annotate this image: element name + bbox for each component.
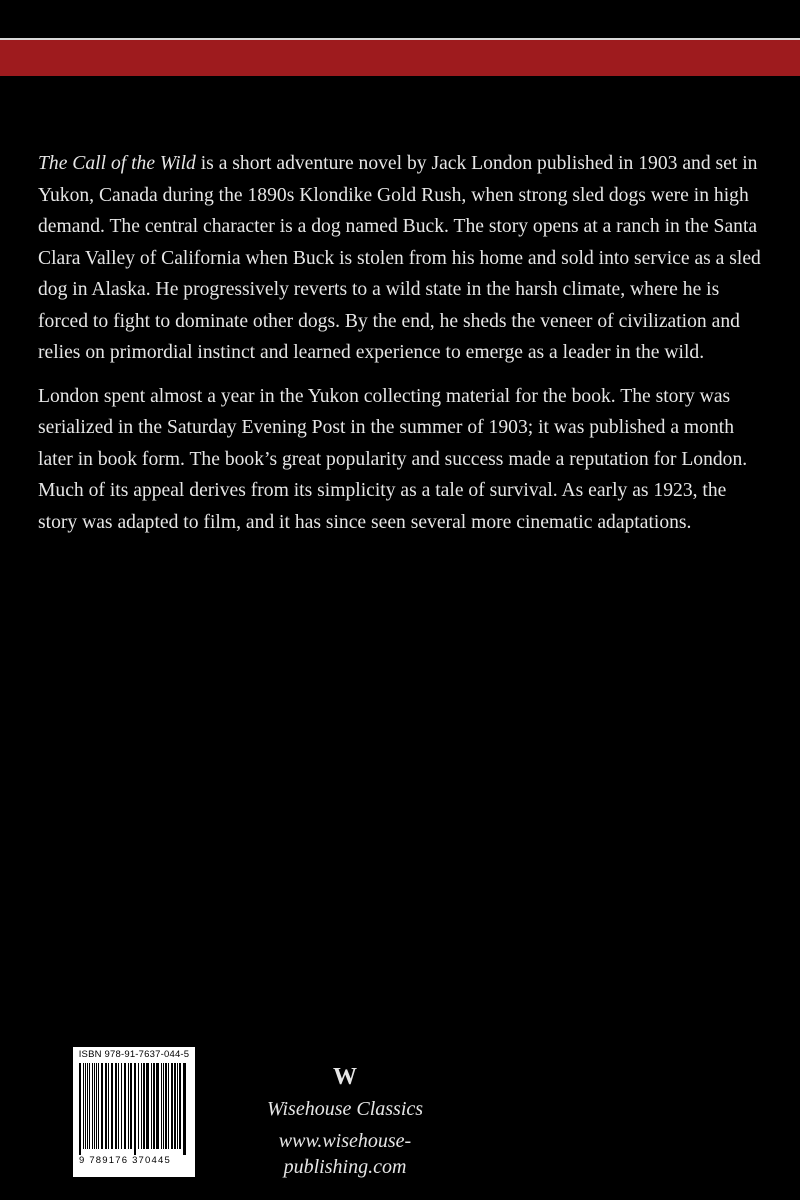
blurb-paragraph-2: London spent almost a year in the Yukon collecting material for the book. The story was serialized in the Saturday Evening Post in the summer of 1903; it was published a month later in book form. The book’s great popularity and success made a reputation for London. Much of its appeal derives from its simplicity as a tale of survival. As early as 1923, the story was adapted to film, and it has since seen several more cinematic adaptations. bbox=[38, 385, 748, 533]
barcode-bar bbox=[94, 1063, 95, 1149]
isbn-barcode bbox=[73, 1047, 195, 1177]
barcode-bar bbox=[165, 1063, 167, 1149]
barcode-bar bbox=[105, 1063, 107, 1149]
barcode-bar bbox=[124, 1063, 126, 1149]
barcode-bar bbox=[111, 1063, 113, 1149]
barcode-bar bbox=[98, 1063, 99, 1149]
publisher-website[interactable]: www.wisehouse-publishing.com bbox=[278, 1130, 412, 1178]
barcode-bar bbox=[146, 1063, 149, 1149]
isbn-label: ISBN 978-91-7637-044-5 bbox=[78, 1049, 190, 1060]
barcode-bar bbox=[177, 1063, 178, 1149]
barcode-bar bbox=[87, 1063, 88, 1149]
barcode-bar bbox=[115, 1063, 117, 1149]
barcode-bar bbox=[130, 1063, 132, 1149]
barcode-bar bbox=[108, 1063, 109, 1149]
barcode-bar bbox=[183, 1063, 186, 1155]
red-band bbox=[0, 40, 800, 76]
book-title-italic: The Call of the Wild bbox=[38, 153, 196, 174]
back-cover-blurb bbox=[38, 148, 762, 550]
barcode-bar bbox=[163, 1063, 164, 1149]
publisher-block bbox=[225, 1064, 465, 1180]
barcode-bar bbox=[179, 1063, 181, 1149]
barcode-bar bbox=[174, 1063, 176, 1149]
barcode-bar bbox=[121, 1063, 122, 1149]
barcode-bar bbox=[101, 1063, 103, 1149]
barcode-bar bbox=[134, 1063, 136, 1155]
barcode-bar bbox=[168, 1063, 169, 1149]
barcode-bar bbox=[92, 1063, 93, 1149]
barcode-bar bbox=[128, 1063, 129, 1149]
barcode-bar bbox=[96, 1063, 97, 1149]
publisher-logo: W bbox=[333, 1064, 357, 1090]
blurb-paragraph-1 bbox=[38, 148, 762, 369]
barcode-bar bbox=[151, 1063, 152, 1149]
barcode-bars bbox=[77, 1063, 191, 1155]
barcode-bar bbox=[156, 1063, 159, 1149]
barcode-bar bbox=[153, 1063, 155, 1149]
barcode-bar bbox=[141, 1063, 142, 1149]
barcode-bar bbox=[161, 1063, 162, 1149]
publisher-name: Wisehouse Classics bbox=[266, 1098, 424, 1120]
blurb-paragraph-1-text: is a short adventure novel by Jack London published in 1903 and set in Yukon, Canada during the 1890s Klondike Gold Rush, when strong sled dogs were in high demand. The central character is a dog named Buck. The story opens at a ranch in the Santa Clara Valley of California when Buck is stolen from his home and sold into service as a sled dog in Alaska. He progressively reverts to a wild state in the harsh climate, where he is forced to fight to dominate other dogs. By the end, he sheds the veneer of civilization and relies on primordial instinct and learned experience to emerge as a leader in the wild. bbox=[38, 153, 761, 363]
barcode-bar bbox=[85, 1063, 86, 1149]
barcode-bar bbox=[89, 1063, 90, 1149]
barcode-digits: 9 789176 370445 bbox=[79, 1155, 171, 1166]
barcode-bar bbox=[83, 1063, 84, 1149]
barcode-bar bbox=[79, 1063, 81, 1155]
barcode-bar bbox=[143, 1063, 145, 1149]
barcode-bar bbox=[171, 1063, 173, 1149]
barcode-bar bbox=[138, 1063, 139, 1149]
top-color-band bbox=[0, 0, 800, 78]
barcode-bar bbox=[118, 1063, 119, 1149]
